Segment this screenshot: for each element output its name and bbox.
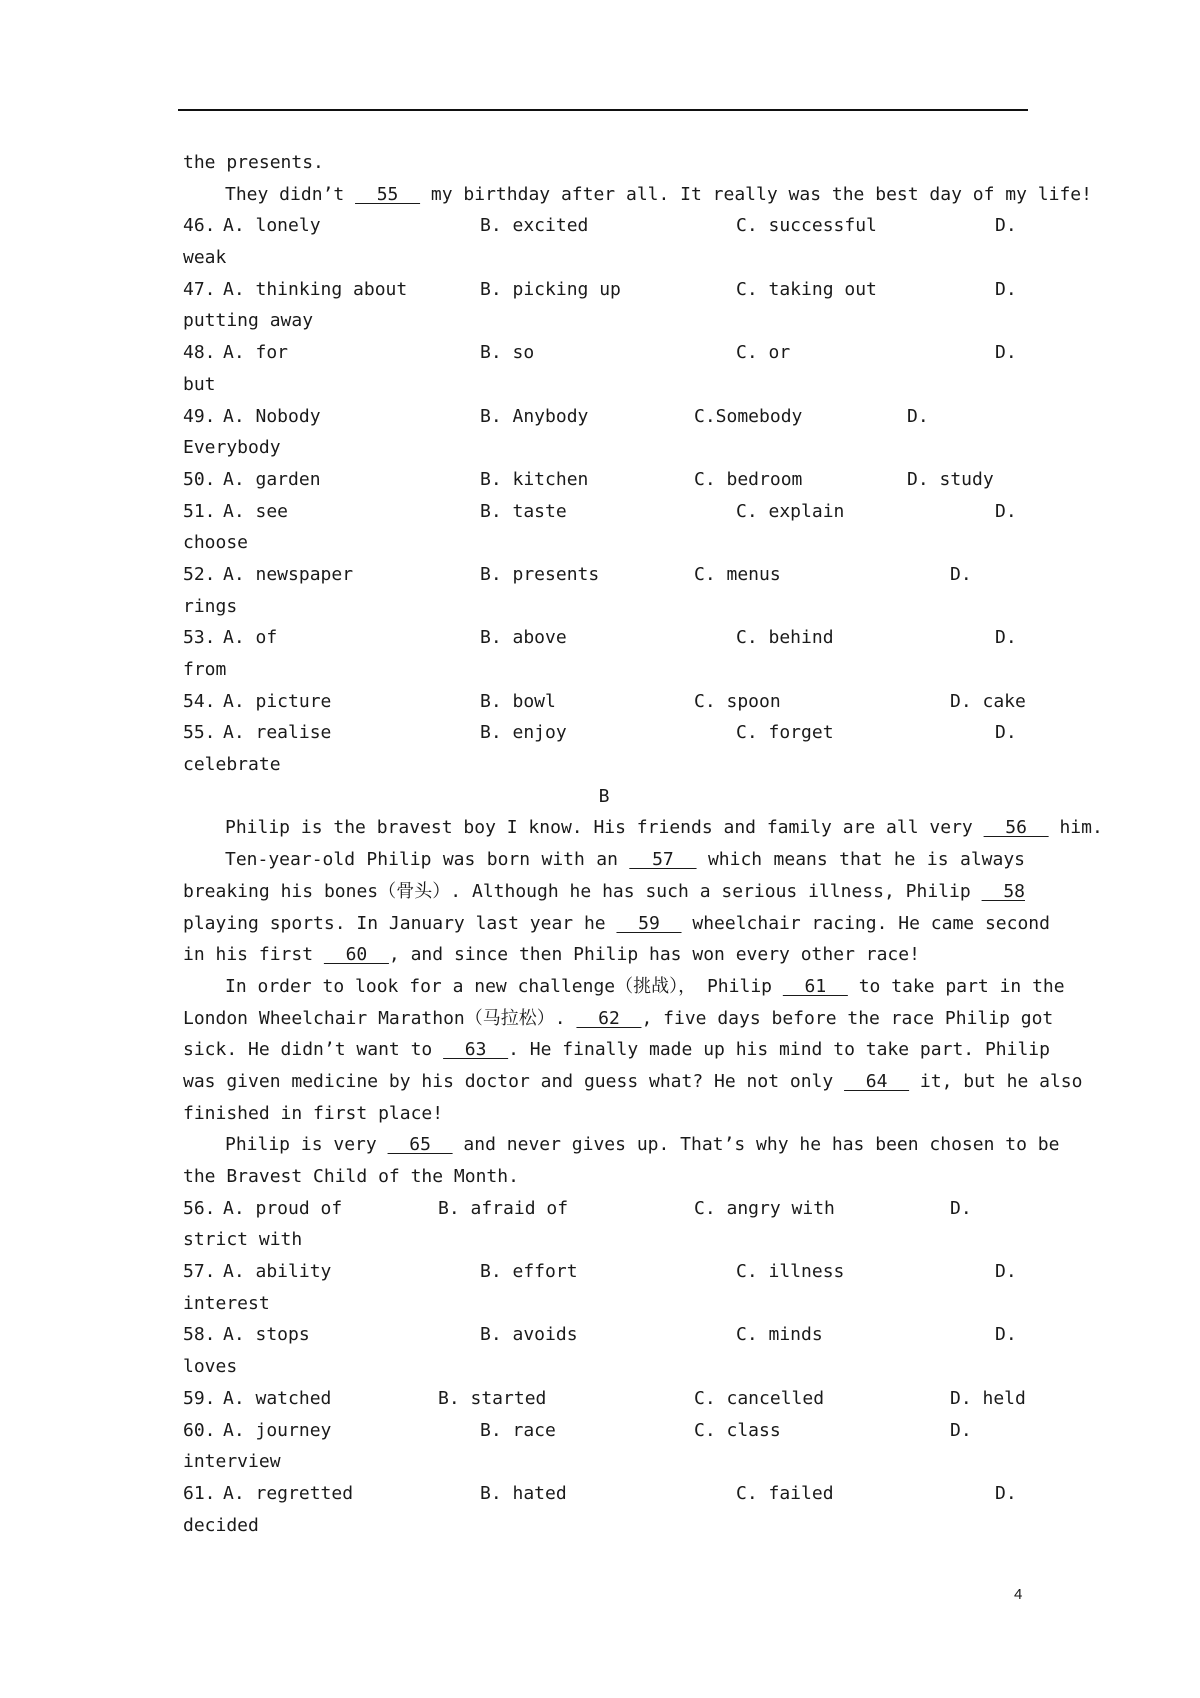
question-number: 50. <box>183 468 216 490</box>
option-a: A. realise <box>223 722 332 744</box>
option-b: B. so <box>480 342 535 364</box>
question-list-b <box>183 1193 1025 1542</box>
question-number: 46. <box>183 215 216 237</box>
text-run: London Wheelchair Marathon（马拉松）. <box>183 1007 577 1029</box>
option-a: A. of <box>223 627 278 649</box>
option-b: B. hated <box>480 1482 567 1504</box>
option-d-wrapped: but <box>183 373 216 395</box>
option-a: A. picture <box>223 690 332 712</box>
text-run: was given medicine by his doctor and guess what? He not only <box>183 1070 845 1092</box>
question-row <box>183 337 1025 369</box>
option-b: B. above <box>480 627 567 649</box>
text-run: playing sports. In January last year he <box>183 912 617 934</box>
option-d-wrapped: decided <box>183 1514 259 1536</box>
passage-b-line <box>183 844 1025 876</box>
text-run: Philip is the bravest boy I know. His friends and family are all very <box>225 817 984 839</box>
text-run: , five days before the race Philip got <box>641 1007 1054 1029</box>
option-c: C. spoon <box>694 690 781 712</box>
question-row <box>183 274 1025 306</box>
option-c: C. class <box>694 1419 781 1441</box>
passage-b-line: finished in first place! <box>183 1102 444 1124</box>
text-run: him. <box>1048 817 1103 839</box>
option-a: A. journey <box>223 1419 332 1441</box>
text-run: , and since then Philip has won every other race! <box>388 944 920 966</box>
question-row <box>183 401 1025 433</box>
section-b-heading: B <box>598 785 610 807</box>
passage-b-line <box>183 812 1103 844</box>
question-number: 60. <box>183 1419 216 1441</box>
option-d-wrapped: rings <box>183 595 238 617</box>
text-run: Ten-year-old Philip was born with an <box>225 849 630 871</box>
passage-a-final-line <box>183 179 1092 211</box>
option-d-wrapped: loves <box>183 1356 238 1378</box>
blank-63: 63 <box>443 1039 509 1061</box>
text-run: Philip is very <box>225 1134 388 1156</box>
option-a: A. for <box>223 342 289 364</box>
option-c: C. behind <box>736 627 834 649</box>
option-d: D. <box>995 500 1017 522</box>
question-row <box>183 559 1025 591</box>
text-run: breaking his bones（骨头）. Although he has such a serious illness, Philip <box>183 880 982 902</box>
question-number: 49. <box>183 405 216 427</box>
option-b: B. Anybody <box>480 405 589 427</box>
passage-b-line <box>183 1034 1050 1066</box>
option-d: D. held <box>950 1387 1026 1409</box>
option-b: B. bowl <box>480 690 556 712</box>
blank-58: 58 <box>981 880 1025 902</box>
question-number: 54. <box>183 690 216 712</box>
option-b: B. enjoy <box>480 722 567 744</box>
question-number: 52. <box>183 563 216 585</box>
option-a: A. regretted <box>223 1482 354 1504</box>
text-run: In order to look for a new challenge（挑战）， Philip <box>225 975 783 997</box>
question-row <box>183 1478 1025 1510</box>
option-c: C. menus <box>694 563 781 585</box>
option-d-wrapped: Everybody <box>183 437 281 459</box>
question-row <box>183 1193 1025 1225</box>
option-b: B. avoids <box>480 1324 578 1346</box>
option-d-wrapped: from <box>183 659 227 680</box>
text-run: my birthday after all. It really was the best day of my life! <box>420 183 1092 205</box>
passage-b-line <box>183 1066 1083 1098</box>
option-b: B. started <box>438 1387 547 1409</box>
option-c: C. forget <box>736 722 834 744</box>
option-d-wrapped: putting away <box>183 310 314 332</box>
option-b: B. picking up <box>480 278 621 300</box>
option-d: D. cake <box>950 690 1026 712</box>
option-c: C. failed <box>736 1482 834 1504</box>
option-b: B. effort <box>480 1261 578 1283</box>
blank-57: 57 <box>629 849 697 871</box>
passage-b-line <box>183 1003 1054 1035</box>
question-row <box>183 464 1025 496</box>
option-d-wrapped: choose <box>183 532 249 554</box>
blank-61: 61 <box>782 975 848 997</box>
option-c: C. illness <box>736 1261 845 1283</box>
option-a: A. see <box>223 500 289 522</box>
question-number: 48. <box>183 342 216 364</box>
text-run: it, but he also <box>909 1070 1083 1092</box>
option-d-wrapped: celebrate <box>183 754 281 776</box>
option-b: B. presents <box>480 563 600 585</box>
question-row <box>183 210 1025 242</box>
passage-b-line <box>183 908 1050 940</box>
option-a: A. proud of <box>223 1197 343 1219</box>
question-row <box>183 686 1025 718</box>
option-d-wrapped: strict with <box>183 1229 303 1251</box>
passage-b-line <box>183 971 1065 1003</box>
option-d: D. <box>950 1419 972 1441</box>
option-a: A. ability <box>223 1261 332 1283</box>
question-number: 55. <box>183 722 216 744</box>
question-number: 51. <box>183 500 216 522</box>
passage-b-line: the Bravest Child of the Month. <box>183 1166 519 1187</box>
question-row <box>183 1383 1025 1415</box>
question-row <box>183 1256 1025 1288</box>
passage-a-tail-line: the presents. <box>183 152 324 173</box>
option-b: B. excited <box>480 215 589 237</box>
option-a: A. garden <box>223 468 321 490</box>
document-body <box>183 147 1103 1541</box>
option-d: D. <box>907 405 929 427</box>
option-b: B. race <box>480 1419 556 1441</box>
option-c: C. cancelled <box>694 1387 825 1409</box>
option-d-wrapped: interest <box>183 1292 270 1314</box>
option-a: A. watched <box>223 1387 332 1409</box>
text-run: They didn’t <box>225 183 356 205</box>
question-number: 58. <box>183 1324 216 1346</box>
question-row <box>183 496 1025 528</box>
option-a: A. stops <box>223 1324 310 1346</box>
passage-b-line <box>183 876 1025 908</box>
question-number: 57. <box>183 1261 216 1283</box>
option-d: D. <box>995 278 1017 300</box>
text-run: in his first <box>183 944 324 966</box>
option-d: D. <box>995 215 1017 237</box>
passage-b-line <box>183 939 1025 971</box>
question-number: 61. <box>183 1482 216 1504</box>
text-run: which means that he is always <box>696 849 1026 871</box>
question-row <box>183 717 1025 749</box>
option-c: C. angry with <box>694 1197 835 1219</box>
option-d: D. <box>950 563 972 585</box>
option-d: D. <box>950 1197 972 1219</box>
option-d: D. <box>995 342 1017 364</box>
question-row <box>183 622 1025 654</box>
option-d: D. <box>995 1324 1017 1346</box>
question-number: 56. <box>183 1197 216 1219</box>
question-list-a <box>183 210 1025 780</box>
text-run: sick. He didn’t want to <box>183 1039 444 1061</box>
option-a: A. thinking about <box>223 278 408 300</box>
option-c: C. taking out <box>736 278 877 300</box>
option-d-wrapped: weak <box>183 247 227 269</box>
question-number: 47. <box>183 278 216 300</box>
option-b: B. kitchen <box>480 468 589 490</box>
option-c: C. minds <box>736 1324 823 1346</box>
header-rule <box>178 109 1028 111</box>
option-c: C. explain <box>736 500 845 522</box>
blank-56: 56 <box>983 817 1049 839</box>
option-d: D. study <box>907 468 994 490</box>
option-d-wrapped: interview <box>183 1451 281 1473</box>
question-number: 53. <box>183 627 216 649</box>
blank-59: 59 <box>616 912 682 934</box>
question-row <box>183 1415 1025 1447</box>
page-number: 4 <box>1014 1586 1023 1603</box>
option-c: C. bedroom <box>694 468 803 490</box>
option-b: B. afraid of <box>438 1197 569 1219</box>
blank-64: 64 <box>844 1070 910 1092</box>
option-c: C. or <box>736 342 791 364</box>
option-a: A. newspaper <box>223 563 354 585</box>
option-b: B. taste <box>480 500 567 522</box>
text-run: . He finally made up his mind to take part. Philip <box>508 1039 1050 1061</box>
text-run: wheelchair racing. He came second <box>681 912 1050 934</box>
option-d: D. <box>995 1482 1017 1504</box>
blank-65: 65 <box>387 1134 453 1156</box>
option-c: C.Somebody <box>694 405 803 427</box>
option-d: D. <box>995 627 1017 649</box>
blank-60: 60 <box>323 944 389 966</box>
option-d: D. <box>995 722 1017 744</box>
option-c: C. successful <box>736 215 877 237</box>
option-d: D. <box>995 1261 1017 1283</box>
question-number: 59. <box>183 1387 216 1409</box>
question-row <box>183 1319 1025 1351</box>
blank-55: 55 <box>355 183 421 205</box>
blank-62: 62 <box>576 1007 642 1029</box>
option-a: A. lonely <box>223 215 321 237</box>
passage-b-line <box>183 1129 1060 1161</box>
text-run: to take part in the <box>847 975 1065 997</box>
text-run: and never gives up. That’s why he has been chosen to be <box>452 1134 1060 1156</box>
option-a: A. Nobody <box>223 405 321 427</box>
